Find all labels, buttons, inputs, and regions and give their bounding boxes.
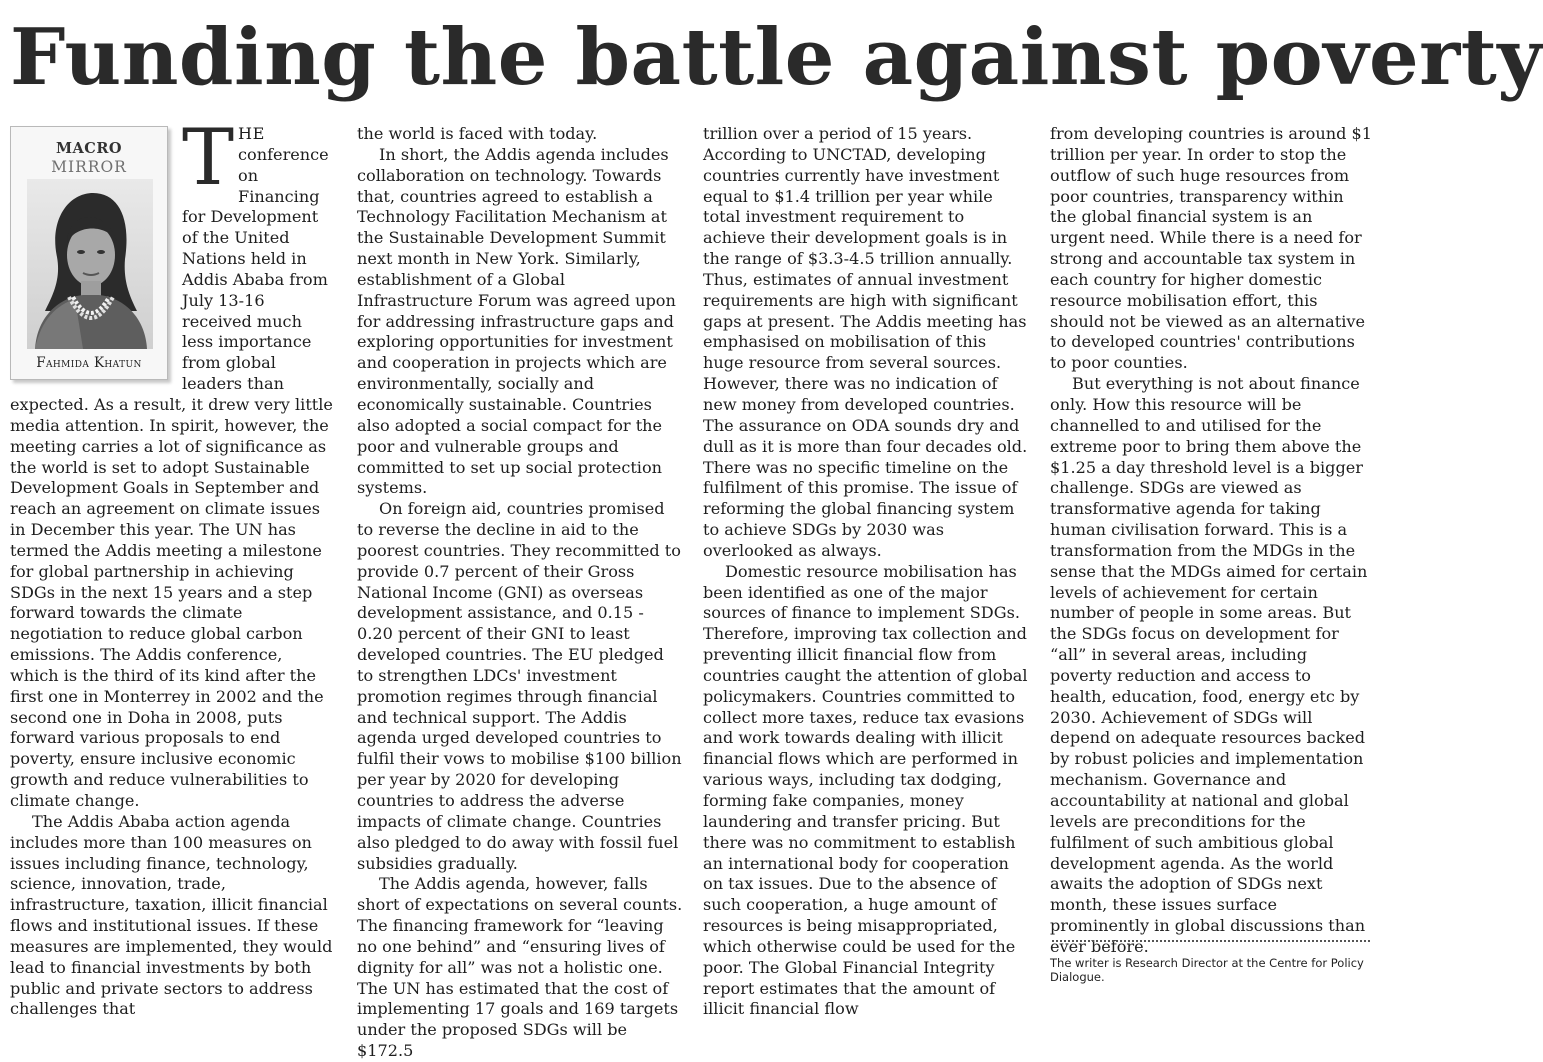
columnist-box bbox=[10, 126, 168, 380]
paragraph-3: In short, the Addis agenda includes collaboration on technology. Towards that, countries agreed to establish a Technology Facilitation Mechanism at the Sustainable Development Summit next month in New York. Similarly, establishment of a Global Infrastructure Forum was agreed upon for addressing infrastructure gaps and exploring opportunities for investment and cooperation in projects which are environmentally, socially and economically sustainable. Countries also adopted a social compact for the poor and vulnerable groups and committed to set up social protection systems. bbox=[357, 144, 676, 498]
author-name: Fahmida Khatun bbox=[36, 355, 142, 371]
article-column-4 bbox=[1050, 124, 1372, 986]
paragraph-5: The Addis agenda, however, falls short of expectations on several counts. The financing framework for “leaving no one behind” and “ensuring lives of dignity for all” was not a holistic one. The UN has estimated that the cost of implementing 17 goals and 169 targets under the proposed SDGs will be $172.5 bbox=[357, 874, 683, 1061]
paragraph-6-continued: from developing countries is around $1 trillion per year. In order to stop the outflow of such huge resources from poor countries, transparency within the global financial system is an urgent need. While there is a need for strong and accountable tax system in each country for higher domestic resource mobilisation effort, this should not be viewed as an alternative to developed countries' contributions to poor counties. bbox=[1050, 124, 1372, 373]
article-column-1 bbox=[10, 113, 336, 1019]
opening-caps: HE bbox=[238, 124, 265, 143]
column-label-macro: MACRO bbox=[55, 140, 123, 157]
paragraph-4: On foreign aid, countries promised to reverse the decline in aid to the poorest countries. They recommitted to provide 0.7 percent of their Gross National Income (GNI) as overseas development assistance, and 0.15 - 0.20 percent of their GNI to least developed countries. The EU pledged to strengthen LDCs' investment promotion regimes through financial and technical support. The Addis agenda urged developed countries to fulfil their vows to mobilise $100 billion per year by 2020 for developing countries to address the adverse impacts of climate change. Countries also pledged to do away with fossil fuel subsidies gradually. bbox=[357, 499, 682, 873]
paragraph-7: But everything is not about finance only. How this resource will be channelled to and utilised for the extreme poor to bring them above the $1.25 a day threshold level is a bigger challenge. SDGs are viewed as transformative agenda for taking human civilisation forward. This is a transformation from the MDGs in the sense that the MDGs aimed for certain levels of achievement for certain number of people in some areas. But the SDGs focus on development for “all” in several areas, including poverty reduction and access to health, education, food, energy etc by 2030. Achievement of SDGs will depend on adequate resources backed by robust policies and implementation mechanism. Governance and accountability at national and global levels are preconditions for the fulfilment of such ambitious global development agenda. As the world awaits the adoption of SDGs next month, these issues surface prominently in global discussions than ever before. bbox=[1050, 374, 1368, 956]
paragraph-5-continued: trillion over a period of 15 years. According to UNCTAD, developing countries currently have investment equal to $1.4 trillion per year while total investment requirement to achieve their development goals is in the range of $3.3-4.5 trillion annually. Thus, estimates of annual investment requirements are high with significant gaps at present. The Addis meeting has emphasised on mobilisation of this huge resource from several sources. However, there was no indication of new money from developed countries. The assurance on ODA sounds dry and dull as it is more than four decades old. There was no specific timeline on the fulfilment of this promise. The issue of reforming the global financing system to achieve SDGs by 2030 was overlooked as always. bbox=[703, 124, 1028, 560]
paragraph-2: The Addis Ababa action agenda includes more than 100 measures on issues including finance, technology, science, innovation, trade, infrastructure, taxation, illicit financial flows and institutional issues. If these measures are implemented, they would lead to financial investments by both public and private sectors to address challenges that bbox=[10, 811, 333, 1019]
headline: Funding the battle against poverty bbox=[10, 12, 1543, 103]
article-column-3 bbox=[703, 124, 1029, 1019]
column-label-mirror: MIRROR bbox=[51, 158, 127, 176]
author-footnote: The writer is Research Director at the Centre for Policy Dialogue. bbox=[1050, 956, 1364, 984]
paragraph-2-continued: the world is faced with today. bbox=[357, 124, 598, 143]
article-column-2 bbox=[357, 124, 683, 1061]
footnote-divider bbox=[1052, 940, 1370, 942]
author-photo bbox=[27, 179, 153, 349]
paragraph-1: conference on Financing for Development of the United Nations held in Addis Ababa from July 13-16 received much less importance from global leaders than expected. As a result, it drew very little media attention. In spirit, however, the meeting carries a lot of significance as the world is set to adopt Sustainable Development Goals in September and reach an agreement on climate issues in December this year. The UN has termed the Addis meeting a milestone for global partnership in achieving SDGs in the next 15 years and a step forward towards the climate negotiation to reduce global carbon emissions. The Addis conference, which is the third of its kind after the first one in Monterrey in 2002 and the second one in Doha in 2008, puts forward various proposals to end poverty, ensure inclusive economic growth and reduce vulnerabilities to climate change. bbox=[10, 144, 333, 810]
drop-cap: T bbox=[182, 113, 235, 203]
paragraph-6: Domestic resource mobilisation has been identified as one of the major sources of finance to implement SDGs. Therefore, improving tax collection and preventing illicit financial flow from countries caught the attention of global policymakers. Countries committed to collect more taxes, reduce tax evasions and work towards dealing with illicit financial flows which are performed in various ways, including tax dodging, forming fake companies, money laundering and transfer pricing. But there was no commitment to establish an international body for cooperation on tax issues. Due to the absence of such cooperation, a huge amount of resources is being misappropriated, which otherwise could be used for the poor. The Global Financial Integrity report estimates that the amount of illicit financial flow bbox=[703, 561, 1028, 1019]
